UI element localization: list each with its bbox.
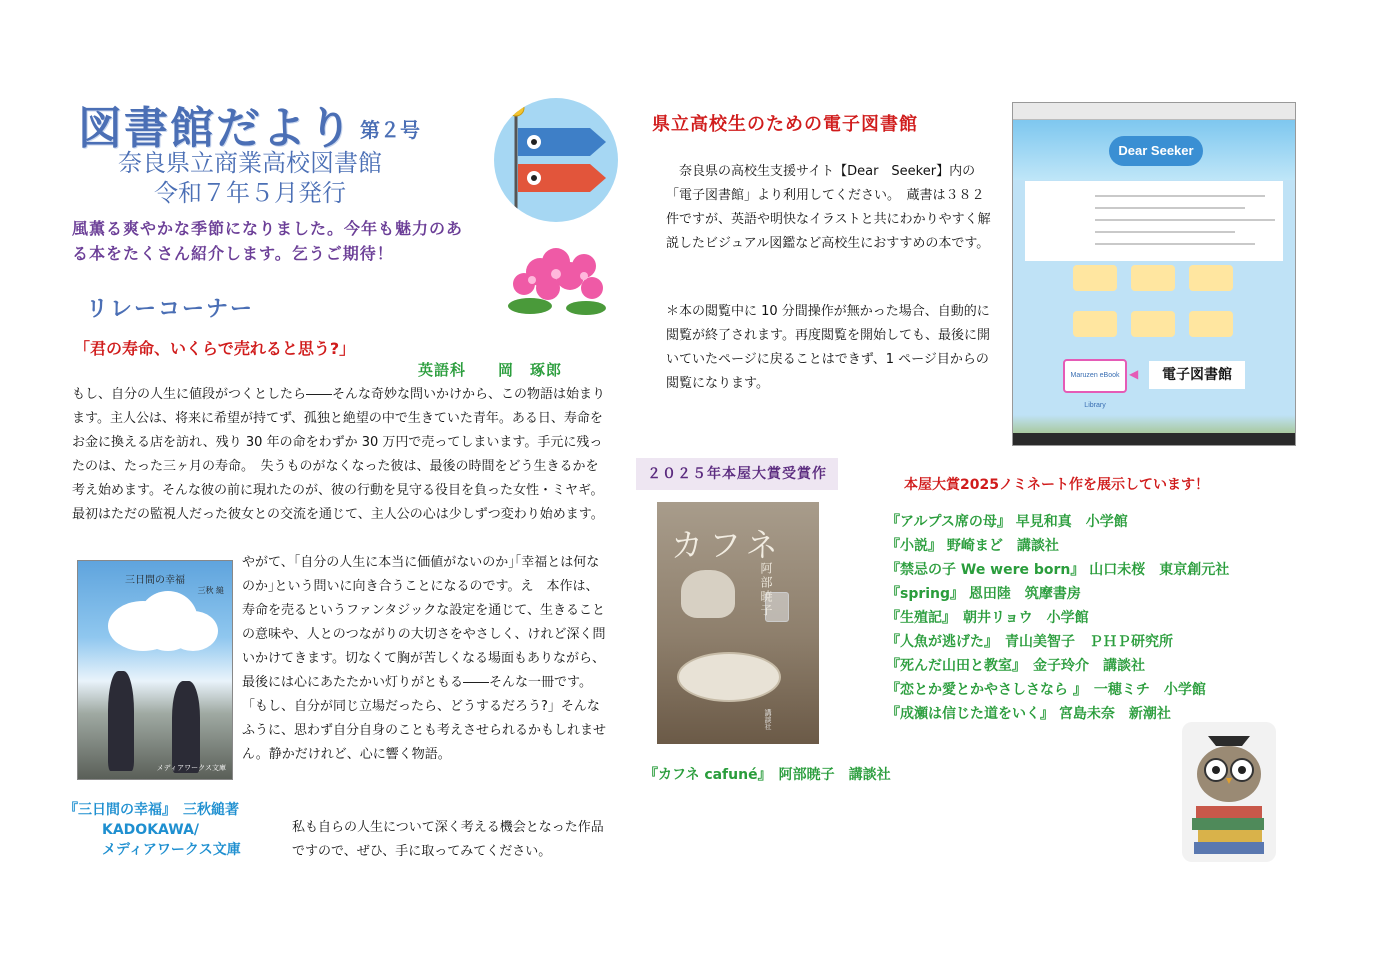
relay-author: 英語科 岡 琢郎 [418,361,563,379]
relay-paragraph-3: 私も自らの人生について深く考える機会となった作品ですので、ぜひ、手に取ってみてください。 [292,820,604,859]
relay-corner-heading: リレーコーナー [86,297,255,322]
cityscape [1013,415,1295,433]
site-tile [1073,311,1117,337]
list-item: 『アルプス席の母』 早見和真 小学館 [886,514,1128,530]
award-book-caption: 『カフネ cafuné』 阿部暁子 講談社 [644,767,891,783]
relay-book-title: 「君の寿命、いくらで売れると思う?」 [74,339,356,358]
list-item: 『死んだ山田と教室』 金子玲介 講談社 [886,658,1145,674]
azalea-illustration [500,236,616,328]
award-label-box [636,458,838,490]
book-cover-cafune [657,502,819,744]
caption-line-1: 『三日間の幸福』 三秋縋著 [64,802,239,818]
site-tile [1131,265,1175,291]
book-cover-mikkakan [77,560,233,780]
elibrary-paragraph-2: ＊本の閲覧中に 10 分間操作が無かった場合、自動的に閲覧が終了されます。再度閲覧を開始しても、最後に開いていたページに戻ることはできず、1 ページ目からの閲覧になります。 [666,304,990,391]
owl-icon [1182,722,1276,862]
site-tile [1131,311,1175,337]
browser-bar [1013,103,1295,120]
site-banner [1013,120,1295,180]
award-label: ２０２５年本屋大賞受賞作 [647,466,827,482]
site-tile [1189,265,1233,291]
list-item: 『小説』 野崎まど 講談社 [886,538,1059,554]
cover-title: 三日間の幸福 [125,575,185,586]
greeting-text: 風薫る爽やかな季節になりました。今年も魅力のある本をたくさん紹介します。乞うご期待！ [72,219,464,263]
issue-date: 令和７年５月発行 [154,179,346,207]
cover-author: 阿部暁子 [759,562,773,618]
list-item: 『成瀬は信じた道をいく』 宮島未奈 新潮社 [886,706,1171,722]
relay-paragraph-1: もし、自分の人生に値段がつくとしたら――そんな奇妙な問いかけから、この物語は始まります。主人公は、将来に希望が持てず、孤独と絶望の中で生きていた青年。ある日、寿命をお金に換える店を訪れ、残り 30 年の命をわずか 30 万円で売ってしまいます。手元に残ったのは、たった三ヶ月の寿命。 失うものがなくなった彼は、最後の時間をどう生きるかを考え始めます。そんな彼の前に現れたのが、彼の行動を見守る役目を負った女性・ミヤギ。最初はただの監視人だった彼女との交流を通じて、主人公の心は少しずつ変わり始めます。 [72,387,606,522]
cover-publisher: 講談社 [764,709,772,730]
nominee-list [886,510,1229,726]
site-tile [1073,265,1117,291]
school-name: 奈良県立商業高校図書館 [118,149,382,177]
caption-line-2: KADOKAWA/ [102,822,200,838]
school-name-block [100,148,400,208]
arrow-left-icon: ◀ [1129,367,1139,381]
list-item: 『人魚が逃げた』 青山美智子 ＰＨＰ研究所 [886,634,1173,650]
ebook-library-button: Maruzen eBook Library [1063,359,1127,393]
elibrary-label: 電子図書館 [1149,361,1245,389]
elibrary-paragraph-1: 奈良県の高校生支援サイト【Dear Seeker】内の「電子図書館」より利用してください。 蔵書は３８２件ですが、英語や明快なイラストと共にわかりやすく解説したビジュアル図鑑など高校生におすすめの本です。 [666,164,991,251]
issue-number: 第２号 [360,118,420,142]
list-item: 『spring』 恩田陸 筑摩書房 [886,586,1081,602]
nominee-heading: 本屋大賞2025ノミネート作を展示しています！ [904,477,1209,493]
teapot-shape [681,570,735,618]
cover-publisher: メディアワークス文庫 [156,764,226,772]
koinobori-icon [494,98,618,222]
list-item: 『恋とか愛とかやさしさなら 』 一穂ミチ 小学館 [886,682,1206,698]
cover-author: 三秋 縋 [197,586,224,595]
list-item: 『生殖記』 朝井リョウ 小学館 [886,610,1089,626]
koinobori-illustration [494,98,618,222]
relay-book-caption [64,800,241,860]
plate-shape [677,652,781,702]
relay-paragraph-2: やがて、｢自分の人生に本当に価値がないのか｣｢幸福とは何なのか｣という問いに向き合うことになるのです。え 本作は、寿命を売るというファンタジックな設定を通じて、生きることの意味や、人とのつながりの大切さをやさしく、けれど深く問いかけてきます。切なくて胸が苦しくなる場面もありながら、最後には心にあたたかい灯りがともる――そんな一冊です。 「もし、自分が同じ立場だったら、どうするだろう?」そんなふうに、思わず自分自身のことも考えさせられるかもしれません。静かだけれど、心に響く物語。 [242,555,607,762]
site-tile [1189,311,1233,337]
cover-title: カフネ [671,526,784,564]
newsletter-title: 図書館だより [78,103,354,154]
site-content-panel [1025,181,1283,261]
dear-seeker-logo: Dear Seeker [1109,136,1203,166]
list-item: 『禁忌の子 We were born』 山口未桜 東京創元社 [886,562,1230,578]
caption-line-3: メディアワークス文庫 [102,842,241,858]
owl-illustration [1182,722,1276,862]
dear-seeker-screenshot [1012,102,1296,446]
flower-icon [500,236,616,328]
taskbar [1013,433,1295,445]
elibrary-heading: 県立高校生のための電子図書館 [652,114,918,135]
